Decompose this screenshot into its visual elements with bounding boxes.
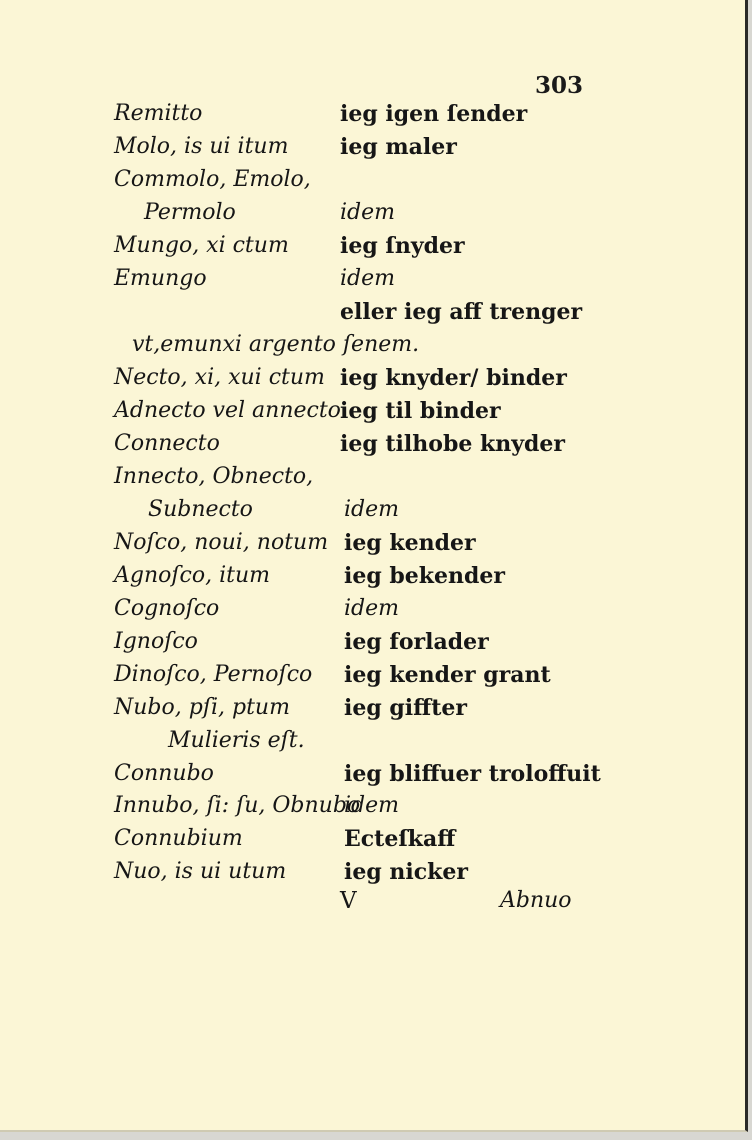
latin-entry: Mungo, xi ctum [114, 233, 289, 258]
latin-entry: Necto, xi, xui ctum [114, 365, 325, 390]
latin-entry: Subnecto [148, 497, 253, 522]
danish-entry: idem [340, 200, 395, 225]
danish-entry: eller ieg aff trenger [340, 299, 583, 325]
latin-entry: Nuo, is ui utum [114, 859, 287, 884]
latin-entry: Molo, is ui itum [114, 134, 289, 159]
danish-entry: ieg til binder [340, 398, 501, 424]
danish-entry: ieg kender [344, 530, 476, 556]
latin-entry: Ignoſco [114, 629, 198, 654]
danish-entry: idem [344, 596, 399, 621]
danish-entry: ieg bliffuer troloffuit [344, 761, 601, 787]
latin-entry: Commolo, Emolo, [114, 167, 311, 192]
catchword: Abnuo [500, 888, 572, 913]
danish-entry: ieg ſnyder [340, 233, 465, 259]
latin-entry: vt,emunxi argento ſenem. [132, 332, 420, 357]
danish-entry: ieg nicker [344, 859, 468, 885]
latin-entry: Connubo [114, 761, 214, 786]
danish-entry: ieg maler [340, 134, 457, 160]
danish-entry: ieg kender grant [344, 662, 551, 688]
latin-entry: Dinoſco, Pernoſco [114, 662, 313, 687]
latin-entry: Mulieris eſt. [168, 728, 305, 753]
danish-entry: idem [340, 266, 395, 291]
latin-entry: Noſco, noui, notum [114, 530, 329, 555]
danish-entry: Ecteſkaff [344, 826, 456, 852]
danish-entry: ieg knyder/ binder [340, 365, 567, 391]
danish-entry: ieg tilhobe knyder [340, 431, 565, 457]
latin-entry: Emungo [114, 266, 207, 291]
latin-entry: Adnecto vel annecto [114, 398, 341, 423]
latin-entry: Remitto [114, 101, 203, 126]
latin-entry: Permolo [144, 200, 236, 225]
danish-entry: ieg igen ſender [340, 101, 528, 127]
danish-entry: ieg bekender [344, 563, 505, 589]
page-number: 303 [535, 72, 584, 99]
danish-entry: idem [344, 497, 399, 522]
danish-entry: ieg giffter [344, 695, 467, 721]
latin-entry: Connubium [114, 826, 243, 851]
signature-mark: V [340, 888, 357, 914]
latin-entry: Connecto [114, 431, 220, 456]
latin-entry: Innubo, ſi: ſu, Obnubo [114, 793, 361, 818]
danish-entry: ieg forlader [344, 629, 489, 655]
latin-entry: Agnoſco, itum [114, 563, 270, 588]
danish-entry: idem [344, 793, 399, 818]
latin-entry: Innecto, Obnecto, [114, 464, 314, 489]
latin-entry: Cognoſco [114, 596, 220, 621]
latin-entry: Nubo, pſi, ptum [114, 695, 290, 720]
